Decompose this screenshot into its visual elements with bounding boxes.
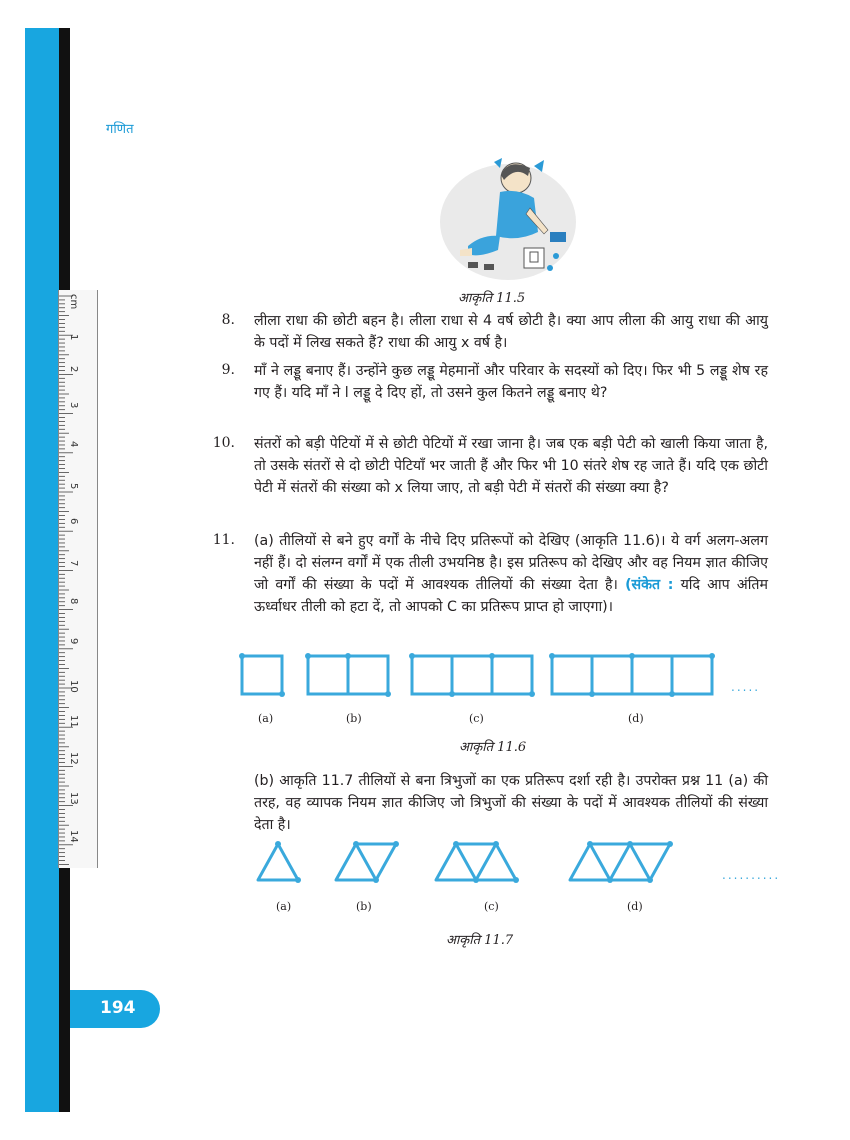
ruler-number: 8 (68, 598, 79, 605)
question-number: 10. (212, 435, 235, 451)
ruler-number: 10 (68, 680, 79, 693)
triangle-pattern-c (436, 844, 516, 880)
ruler-image (58, 290, 98, 868)
ruler-number: 4 (68, 441, 79, 448)
ruler-number: 9 (68, 638, 79, 645)
figure-label: (a) (276, 900, 292, 913)
square-pattern-c (412, 656, 532, 694)
figure-label: (c) (484, 900, 499, 913)
square-pattern-d (552, 656, 712, 694)
ruler-number: 5 (68, 483, 79, 490)
page-number: 194 (100, 998, 136, 1018)
hint-label: (संकेत : (625, 577, 674, 593)
figure-label: (a) (258, 712, 274, 725)
ruler-number: 14 (68, 830, 79, 843)
figure-label: (b) (356, 900, 372, 913)
triangle-pattern-a (258, 844, 298, 880)
ruler-unit-label: cm (68, 294, 79, 310)
ruler-number: 2 (68, 366, 79, 373)
question-number: 9. (221, 362, 235, 378)
continuation-dots: ..... (731, 680, 761, 694)
margin-color-bar (25, 28, 59, 1112)
figure-11-7-triangles (250, 838, 690, 888)
question-number: 11. (212, 532, 235, 548)
figure-11-6-squares (236, 648, 776, 700)
question-11b-text: (b) आकृति 11.7 तीलियों से बना त्रिभुजों का एक प्रतिरूप दर्शा रही है। उपरोक्त प्रश्न 11 (a) की तरह, वह व्यापक नियम ज्ञात कीजिए जो त्रिभुजों की संख्या के पदों में आवश्यक तीलियों की संख्या देता है। (254, 773, 768, 833)
figure-label: (b) (346, 712, 362, 725)
ruler-number: 12 (68, 752, 79, 765)
ruler-number: 7 (68, 560, 79, 567)
ruler-number: 3 (68, 402, 79, 409)
question-text: लीला राधा की छोटी बहन है। लीला राधा से 4 वर्ष छोटी है। क्या आप लीला की आयु राधा की आयु के पदों में लिख सकते हैं? राधा की आयु x वर्ष है। (254, 313, 768, 351)
subject-label: गणित (106, 122, 134, 137)
hint-text: यदि आप अंतिम ऊर्ध्वाधर तीली को हटा दें, तो आपको C का प्रतिरूप प्राप्त हो जाएगा)। (254, 577, 768, 615)
figure-label: (c) (469, 712, 484, 725)
triangle-pattern-b (336, 844, 396, 880)
ruler-number: 1 (68, 334, 79, 341)
question-text: माँ ने लड्डू बनाए हैं। उन्होंने कुछ लड्डू मेहमानों और परिवार के सदस्यों को दिए। फिर भी 5 लड्डू शेष रह गए हैं। यदि माँ ने l लड्डू दे दिए हों, तो उसने कुल कितने लड्डू बनाए थे? (254, 363, 768, 401)
ruler-number: 11 (68, 715, 79, 728)
question-number: 8. (221, 312, 235, 328)
continuation-dots: .......... (722, 868, 781, 882)
question-11a-text (254, 530, 768, 618)
question-11a-body: (a) तीलियों से बने हुए वर्गों के नीचे दिए प्रतिरूपों को देखिए (आकृति 11.6)। ये वर्ग अलग-अलग नहीं हैं। दो संलग्न वर्गों में एक तीली उभयनिष्ठ है। इस प्रतिरूप को देखिए और वह नियम ज्ञात कीजिए जो वर्गों की संख्या के पदों में आवश्यक तीलियों की संख्या देता है। (254, 533, 768, 593)
figure-11-5-caption: आकृति 11.5 (458, 291, 526, 306)
figure-label: (d) (628, 712, 644, 725)
triangle-pattern-d (570, 844, 670, 880)
square-pattern-b (308, 656, 388, 694)
girl-with-box-icon (438, 150, 578, 280)
question-text: संतरों को बड़ी पेटियों में से छोटी पेटियों में रखा जाना है। जब एक बड़ी पेटी को खाली किया जाता है, तो उसके संतरों से दो छोटी पेटियाँ भर जाती हैं और फिर भी 10 संतरे शेष रह जाते हैं। यदि एक छोटी पेटी में संतरों की संख्या को x लिया जाए, तो बड़ी पेटी में संतरों की संख्या क्या है? (254, 436, 768, 496)
figure-11-7-caption: आकृति 11.7 (446, 933, 514, 948)
ruler-ticks (59, 290, 97, 868)
square-pattern-a (242, 656, 282, 694)
ruler-number: 6 (68, 518, 79, 525)
ruler-number: 13 (68, 792, 79, 805)
figure-11-6-caption: आकृति 11.6 (459, 740, 527, 755)
figure-label: (d) (627, 900, 643, 913)
